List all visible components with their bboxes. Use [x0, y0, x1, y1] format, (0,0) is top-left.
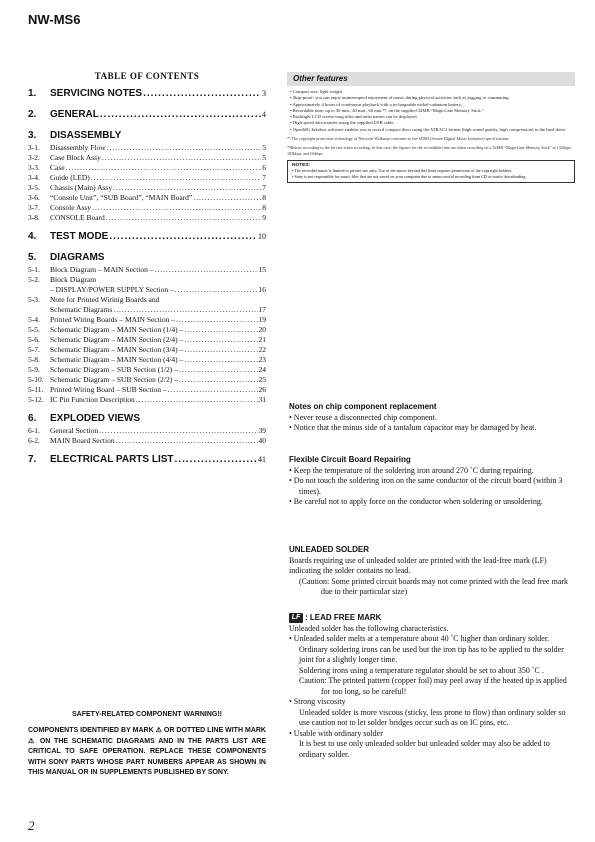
toc-entry[interactable] [28, 355, 266, 365]
notes-box [287, 160, 575, 183]
feature-item: • OpenMG Jukebox software enables you to record compact discs using the ATRAC3 format (high sound quality, high compression) to the hard drive. [290, 126, 567, 132]
toc-leader-dots [102, 153, 261, 162]
toc-leader-dots [175, 454, 257, 465]
toc-leader-dots [184, 325, 257, 334]
lead-free-para: Unleaded solder is more viscous (sticky, less prone to flow) than ordinary solder so use caution not to let solder bridges occur such as on IC pins, etc. [299, 707, 566, 727]
toc-page-number: 41 [258, 455, 266, 464]
toc-entry[interactable] [28, 163, 266, 173]
flex-board-item: • Be careful not to apply force on the conductor when soldering or unsoldering. [289, 497, 543, 506]
toc-page-number: 25 [258, 375, 266, 384]
note-item: • Sony is not responsible for music files that are not saved on your computer due to unsuccessful recording from CD or music downloading. [292, 174, 527, 180]
lead-free-bullet: • Usable with ordinary solder [289, 728, 383, 738]
toc-label: Guide (LED) [50, 173, 90, 182]
lead-free-section [289, 613, 574, 760]
toc-label: Case Block Assy [50, 153, 101, 162]
toc-entry[interactable] [28, 213, 266, 223]
toc-leader-dots [176, 315, 258, 324]
toc-number: 2. [28, 109, 37, 120]
toc-label: Block Diagram [50, 275, 97, 284]
toc-page-number: 15 [258, 265, 266, 274]
safety-warning [28, 711, 266, 779]
unleaded-title: UNLEADED SOLDER [289, 545, 370, 554]
toc-number: 3-5. [28, 183, 40, 192]
warning-title: SAFETY-RELATED COMPONENT WARNING!! [72, 711, 222, 718]
toc-leader-dots [184, 345, 257, 354]
toc-number: 3-8. [28, 213, 40, 222]
toc-label: IC Pin Function Description [50, 395, 135, 404]
warning-body: COMPONENTS IDENTIFIED BY MARK ⚠ OR DOTTED LINE WITH MARK ⚠ ON THE SCHEMATIC DIAGRAMS AND IN THE PARTS LIST ARE CRITICAL TO SAFE OPERATION. REPLACE THESE COMPONENTS WITH SONY PARTS WHOSE PART NUMBERS APPEAR AS SHOWN IN THIS MANUAL OR IN SUPPLEMENTS PUBLISHED BY SONY. [28, 727, 266, 776]
chip-note-item: • Notice that the minus side of a tantalum capacitor may be damaged by heat. [289, 423, 537, 432]
toc-label: Schematic Diagram – MAIN Section (4/4) – [50, 355, 184, 364]
toc-leader-dots [136, 395, 258, 404]
toc-label: DISASSEMBLY [50, 130, 122, 141]
toc-page-number: 40 [258, 436, 266, 445]
toc-entry[interactable] [28, 153, 266, 163]
toc-number: 1. [28, 88, 37, 99]
toc-number: 5-9. [28, 365, 40, 374]
lead-free-title-row [289, 613, 574, 624]
toc-chapter[interactable] [28, 109, 266, 122]
toc-entry[interactable] [28, 275, 266, 285]
feature-item: • Skip-proof; you can enjoy uninterrupted enjoyment of music during physical activities such as jogging or commuting. [290, 95, 510, 101]
toc-leader-dots [193, 193, 261, 202]
toc-entry[interactable] [28, 385, 266, 395]
toc-entry[interactable] [28, 143, 266, 153]
toc-number: 7. [28, 454, 37, 465]
toc-page-number: 8 [262, 193, 266, 202]
toc-number: 4. [28, 231, 37, 242]
toc-page-number: 21 [258, 335, 266, 344]
flex-board-item: • Keep the temperature of the soldering iron around 270 ˚C during repairing. [289, 465, 534, 475]
toc-leader-dots [179, 375, 258, 384]
feature-item: • Backlight LCD screen song titles and artist names can be displayed. [290, 114, 418, 120]
toc-page-number: 5 [262, 143, 266, 152]
unleaded-body: Boards requiring use of unleaded solder are printed with the lead-free mark (LF) indicating the solder contains no lead. [289, 555, 547, 575]
toc-page-number: 9 [262, 213, 266, 222]
toc-number: 6-1. [28, 426, 40, 435]
feature-item: • Recordable time: up to 30 min., 40 min., 60 min.*², on the supplied 32MB “MagicGate Memory Stick.” [290, 107, 484, 113]
toc-number: 3-2. [28, 153, 40, 162]
toc-page-number: 39 [258, 426, 266, 435]
toc-chapter[interactable] [28, 88, 266, 101]
toc-chapter[interactable] [28, 454, 266, 467]
toc-label: General Section [50, 426, 99, 435]
toc-leader-dots [184, 355, 257, 364]
toc-leader-dots [109, 231, 257, 242]
toc-page-number: 6 [262, 163, 266, 172]
toc-spacer [28, 223, 266, 231]
toc-entry[interactable] [28, 203, 266, 213]
notes-title: NOTES: [292, 163, 311, 169]
toc-leader-dots [113, 183, 261, 192]
toc-leader-dots [91, 173, 261, 182]
toc-label: Printed Wiring Boards – MAIN Section – [50, 315, 175, 324]
toc-number: 3. [28, 130, 37, 141]
toc-number: 6. [28, 413, 37, 424]
toc-entry[interactable] [28, 305, 266, 315]
toc-leader-dots [99, 426, 257, 435]
toc-number: 5-11. [28, 385, 44, 394]
toc-leader-dots [155, 265, 258, 274]
flex-board-section [289, 455, 574, 508]
toc-label: Schematic Diagram – MAIN Section (1/4) – [50, 325, 184, 334]
lead-free-title: : LEAD FREE MARK [305, 613, 382, 622]
toc-page-number: 5 [262, 153, 266, 162]
toc-label: Note for Printed Wirinig Boards and [50, 295, 160, 304]
toc-number: 3-3. [28, 163, 40, 172]
toc-label: Schematic Diagram – MAIN Section (3/4) – [50, 345, 184, 354]
feature-item: • High-speed data transfer using the supplied USB cable. [290, 120, 395, 126]
toc-page-number: 22 [258, 345, 266, 354]
toc-number: 3-1. [28, 143, 40, 152]
toc-label: Schematic Diagrams [50, 305, 113, 314]
model-name: NW-MS6 [28, 12, 81, 27]
toc-label: MAIN Board Section [50, 436, 115, 445]
lead-free-para: Ordinary soldering irons can be used but the iron tip has to be applied to the solder joint for a slightly longer time. [299, 644, 564, 664]
toc-entry[interactable] [28, 173, 266, 183]
toc-number: 5-6. [28, 335, 40, 344]
toc-page-number: 7 [262, 173, 266, 182]
toc-entry[interactable] [28, 183, 266, 193]
toc-page-number: 19 [258, 315, 266, 324]
toc-leader-dots [175, 285, 258, 294]
toc-chapter[interactable] [28, 413, 266, 426]
toc-chapter[interactable] [28, 231, 266, 244]
toc-leader-dots [143, 88, 261, 99]
toc-page-number: 20 [258, 325, 266, 334]
toc-label: Console Assy [50, 203, 92, 212]
unleaded-solder-section [289, 545, 574, 598]
unleaded-caution: (Caution: Some printed circuit boards may not come printed with the lead free mark due to their particular size) [299, 576, 569, 596]
toc-page-number: 16 [258, 285, 266, 294]
toc-entry[interactable] [28, 265, 266, 275]
toc-label: Chassis (Main) Assy [50, 183, 113, 192]
toc-label: Schematic Diagram – SUB Section (1/2) – [50, 365, 178, 374]
toc-label: Schematic Diagram – MAIN Section (2/4) – [50, 335, 184, 344]
feature-item: • Approximately 4 hours of continuous playback with a rechargeable nickel-cadmium battery. [290, 101, 462, 107]
toc-leader-dots [168, 385, 258, 394]
chip-notes-title: Notes on chip component replacement [289, 402, 437, 411]
toc-leader-dots [179, 365, 258, 374]
other-features-box [287, 72, 575, 183]
toc-number: 5-4. [28, 315, 40, 324]
toc-spacer [28, 446, 266, 454]
chip-note-item: • Never reuse a disconnected chip component. [289, 412, 437, 422]
toc-page-number: 17 [258, 305, 266, 314]
note-item: • The recorded music is limited to private use only. Use of the music beyond this limit requires permission of the copyright holders. [292, 168, 513, 174]
toc-page-number: 8 [262, 203, 266, 212]
table-of-contents [28, 88, 266, 467]
toc-number: 5-7. [28, 345, 40, 354]
toc-title: TABLE OF CONTENTS [94, 71, 200, 81]
toc-label: ELECTRICAL PARTS LIST [50, 454, 174, 465]
toc-entry[interactable] [28, 295, 266, 305]
toc-entry[interactable] [28, 193, 266, 203]
feature-item: • Compact size, light weight [290, 89, 343, 94]
toc-label: Disassembly Flow [50, 143, 106, 152]
toc-number: 5-12. [28, 395, 44, 404]
toc-page-number: 3 [262, 89, 266, 98]
toc-entry[interactable] [28, 315, 266, 325]
toc-spacer [28, 244, 266, 252]
footnote-2: *²Before according to the bit rate when recording. In this case, the figures for the recordable time are when recording on a 32MB “MagicGate Memory Stick” at 132kbps, 105kbps, and 66kbps. [287, 144, 572, 156]
features-list [287, 89, 575, 133]
footnote-1: *¹ The copyright-protection technology of Network Walkman conforms to the SDMI (Secure Digital Music Initiative) specifications. [287, 136, 510, 142]
toc-leader-dots [106, 213, 261, 222]
toc-leader-dots [107, 143, 262, 152]
toc-leader-dots [100, 109, 261, 120]
toc-chapter[interactable] [28, 252, 266, 265]
lead-free-para: It is best to use only unleaded solder but unleaded solder may also be added to ordinary solder. [299, 739, 550, 759]
page-number: 2 [28, 818, 35, 833]
lead-free-caution: Caution: The printed pattern (copper foil) may peel away if the heated tip is applied for too long, so be careful! [299, 676, 567, 696]
toc-number: 5. [28, 252, 37, 263]
toc-leader-dots [92, 203, 261, 212]
toc-spacer [28, 405, 266, 413]
toc-page-number: 26 [258, 385, 266, 394]
lead-free-bullet: • Unleaded solder melts at a temperature about 40 ˚C higher than ordinary solder. [289, 634, 550, 643]
toc-label: TEST MODE [50, 231, 109, 242]
toc-page-number: 7 [262, 183, 266, 192]
toc-number: 6-2. [28, 436, 40, 445]
toc-label: Printed Wiring Board – SUB Section – [50, 385, 167, 394]
toc-leader-dots [184, 335, 257, 344]
toc-number: 3-4. [28, 173, 40, 182]
lead-free-bullet: • Strong viscosity [289, 697, 346, 706]
toc-leader-dots [66, 163, 262, 172]
lead-free-mark-icon: LF [289, 613, 303, 623]
toc-entry[interactable] [28, 345, 266, 355]
toc-number: 5-5. [28, 325, 40, 334]
toc-label: CONSOLE Board [50, 213, 105, 222]
toc-spacer [28, 122, 266, 130]
toc-number: 5-10. [28, 375, 44, 384]
toc-label: Schematic Diagram – SUB Section (2/2) – [50, 375, 178, 384]
toc-label: – DISPLAY/POWER SUPPLY Section – [50, 285, 174, 294]
toc-number: 3-7. [28, 203, 40, 212]
toc-label: EXPLODED VIEWS [50, 413, 141, 424]
toc-page-number: 24 [258, 365, 266, 374]
toc-number: 3-6. [28, 193, 40, 202]
lead-free-intro: Unleaded solder has the following characteristics. [289, 623, 449, 633]
toc-number: 5-3. [28, 295, 40, 304]
toc-label: Case [50, 163, 65, 172]
toc-entry[interactable] [28, 285, 266, 295]
toc-leader-dots [113, 305, 257, 314]
toc-label: Block Diagram – MAIN Section – [50, 265, 154, 274]
toc-entry[interactable] [28, 395, 266, 405]
toc-entry[interactable] [28, 375, 266, 385]
toc-page-number: 4 [262, 110, 266, 119]
toc-entry[interactable] [28, 325, 266, 335]
flex-board-item: • Do not touch the soldering iron on the same conductor of the circuit board (within 3 times). [289, 476, 563, 496]
toc-page-number: 23 [258, 355, 266, 364]
toc-spacer [28, 101, 266, 109]
features-header: Other features [287, 72, 575, 86]
toc-label: GENERAL [50, 109, 99, 120]
toc-chapter[interactable] [28, 130, 266, 143]
toc-entry[interactable] [28, 436, 266, 446]
chip-notes-section [289, 402, 574, 434]
toc-number: 5-8. [28, 355, 40, 364]
toc-entry[interactable] [28, 335, 266, 345]
toc-label: DIAGRAMS [50, 252, 105, 263]
toc-number: 5-2. [28, 275, 40, 284]
lead-free-para: Soldering irons using a temperature regulator should be set to about 350 ˚C . [299, 665, 544, 675]
toc-label: SERVICING NOTES [50, 88, 143, 99]
toc-leader-dots [116, 436, 258, 445]
toc-label: “Console Unit”, “SUB Board”, “MAIN Board” [50, 193, 193, 202]
toc-page-number: 10 [258, 232, 266, 241]
toc-entry[interactable] [28, 426, 266, 436]
flex-board-title: Flexible Circuit Board Repairing [289, 455, 411, 464]
toc-entry[interactable] [28, 365, 266, 375]
toc-number: 5-1. [28, 265, 40, 274]
toc-page-number: 31 [258, 395, 266, 404]
